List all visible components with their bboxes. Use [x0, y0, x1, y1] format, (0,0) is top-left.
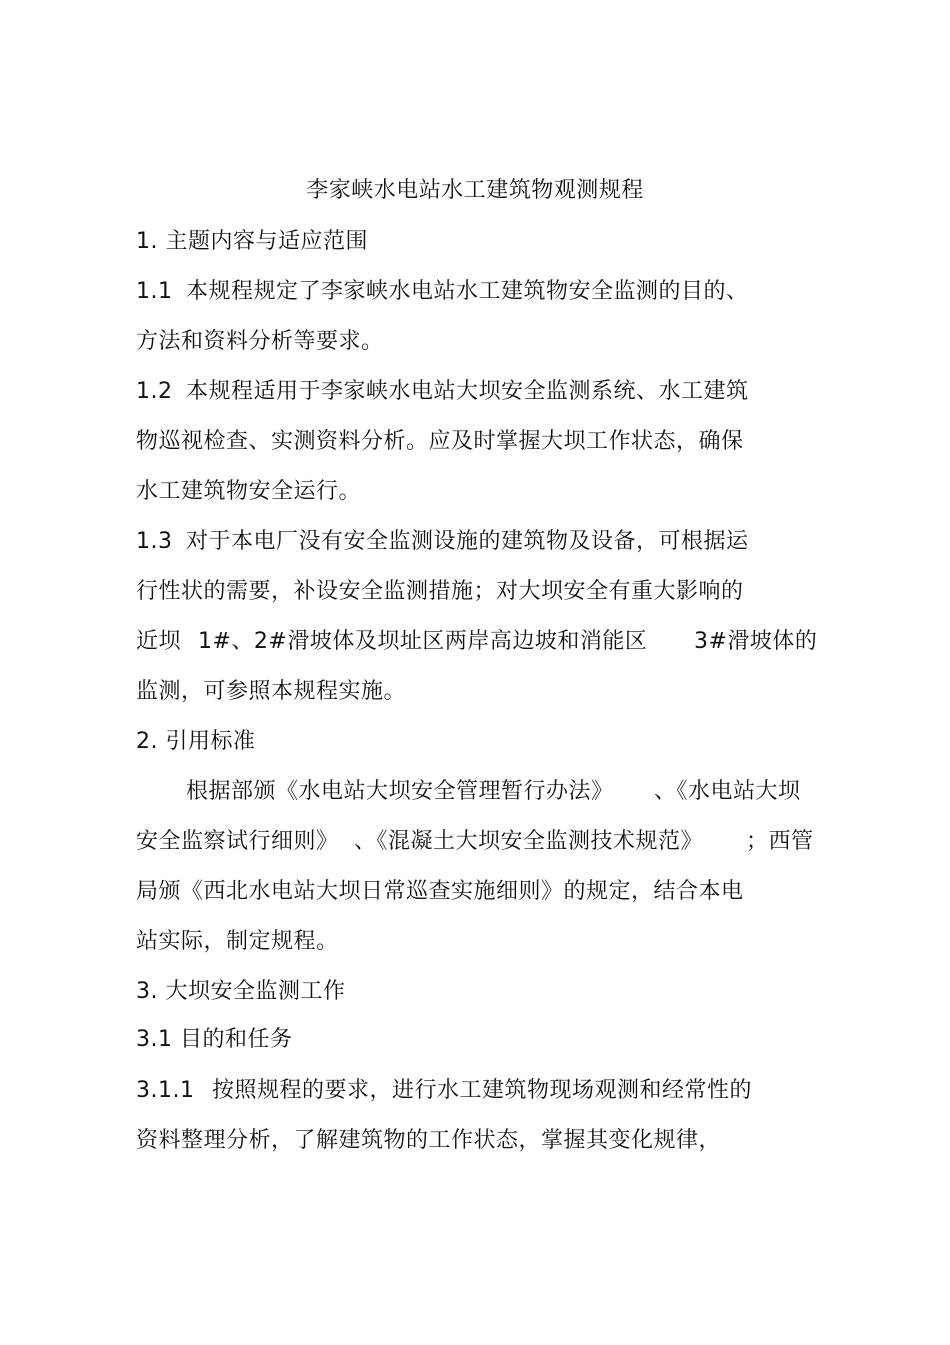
- section-2-line-4: 站实际，制定规程。: [136, 929, 339, 954]
- text-segment: 根据部颁《水电站大坝安全管理暂行办法》: [186, 779, 614, 804]
- text-segment: 1#、2#滑坡体及坝址区两岸高边坡和消能区: [198, 629, 648, 654]
- paragraph-1-3-line-1: [136, 527, 816, 557]
- text-segment: 、《混凝土大坝安全监测技术规范》: [354, 829, 704, 854]
- paragraph-1-3-line-4: 监测，可参照本规程实施。: [136, 679, 407, 704]
- clause-number: 1.2: [136, 379, 173, 404]
- clause-number: 1.1: [136, 279, 173, 304]
- clause-text: 对于本电厂没有安全监测设施的建筑物及设备，可根据运: [186, 529, 749, 554]
- section-1-heading: 1. 主题内容与适应范围: [136, 229, 368, 254]
- paragraph-1-3-line-2: 行性状的需要，补设安全监测措施；对大坝安全有重大影响的: [136, 579, 744, 604]
- section-2-heading: 2. 引用标准: [136, 729, 256, 754]
- paragraph-1-2-line-3: 水工建筑物安全运行。: [136, 479, 362, 504]
- text-segment: 安全监察试行细则》: [136, 829, 339, 854]
- clause-number: 3.1.1: [136, 1078, 195, 1103]
- text-segment: 3#滑坡体的: [694, 629, 818, 654]
- section-3-heading: 3. 大坝安全监测工作: [136, 979, 346, 1004]
- text-segment: 、《水电站大坝: [654, 779, 801, 804]
- paragraph-1-2-line-1: [136, 377, 816, 407]
- paragraph-3-1-1-line-1: [136, 1076, 816, 1106]
- section-2-line-3: 局颁《西北水电站大坝日常巡查实施细则》的规定，结合本电: [136, 879, 744, 904]
- paragraph-1-2-line-2: 物巡视检查、实测资料分析。应及时掌握大坝工作状态，确保: [136, 429, 744, 454]
- section-2-line-1: [136, 777, 826, 807]
- clause-text: 本规程规定了李家峡水电站水工建筑物安全监测的目的、: [186, 279, 749, 304]
- paragraph-1-1-line-1: [136, 277, 816, 307]
- paragraph-1-3-line-3: [136, 627, 826, 657]
- text-segment: ；西管: [746, 829, 814, 854]
- clause-text: 本规程适用于李家峡水电站大坝安全监测系统、水工建筑: [186, 379, 749, 404]
- clause-text: 按照规程的要求，进行水工建筑物现场观测和经常性的: [212, 1078, 753, 1103]
- text-segment: 近坝: [136, 629, 182, 654]
- paragraph-3-1-1-line-2: 资料整理分析，了解建筑物的工作状态，掌握其变化规律，: [136, 1128, 722, 1153]
- clause-number: 1.3: [136, 529, 173, 554]
- section-2-line-2: [136, 827, 826, 857]
- section-3-1-heading: 3.1 目的和任务: [136, 1027, 293, 1052]
- document-title: 李家峡水电站水工建筑物观测规程: [306, 178, 644, 203]
- paragraph-1-1-line-2: 方法和资料分析等要求。: [136, 329, 384, 354]
